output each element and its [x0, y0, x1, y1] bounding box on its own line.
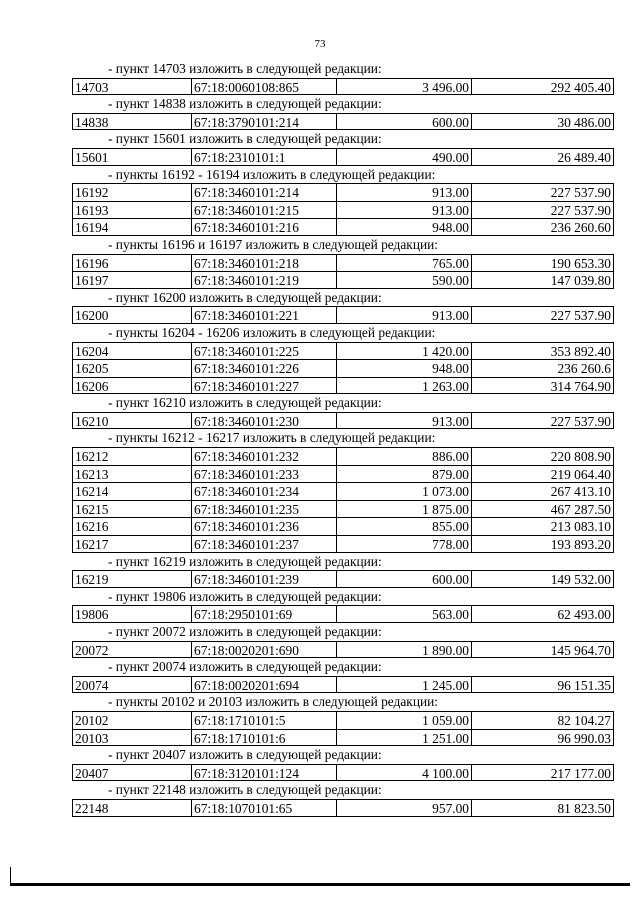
- table-row: [72, 183, 614, 201]
- area-cell: 600.00: [336, 113, 471, 131]
- cadastral-number-cell: 67:18:1710101:6: [191, 729, 336, 747]
- table-row: [72, 482, 614, 500]
- area-cell: 563.00: [336, 605, 471, 623]
- table-row: [72, 465, 614, 483]
- table-row: [72, 412, 614, 430]
- item-number-cell: 16205: [72, 359, 191, 377]
- value-cell: 467 287.50: [471, 500, 614, 518]
- section-heading: - пункт 20072 изложить в следующей редакции:: [108, 624, 382, 639]
- section-heading: - пункт 16200 изложить в следующей редакции:: [108, 289, 382, 305]
- cadastral-number-cell: 67:18:2950101:69: [191, 605, 336, 623]
- section-heading: - пункты 16196 и 16197 изложить в следующей редакции:: [108, 236, 439, 252]
- value-cell: 353 892.40: [471, 342, 614, 360]
- value-cell: 26 489.40: [471, 148, 614, 166]
- item-number-cell: 20072: [72, 641, 191, 659]
- area-cell: 948.00: [336, 359, 471, 377]
- area-cell: 3 496.00: [336, 78, 471, 96]
- value-cell: 81 823.50: [471, 799, 614, 817]
- item-number-cell: 22148: [72, 799, 191, 817]
- table-row: [72, 605, 614, 623]
- item-number-cell: 20103: [72, 729, 191, 747]
- table-row: [72, 113, 614, 131]
- table-row: [72, 729, 614, 747]
- value-cell: 227 537.90: [471, 201, 614, 219]
- item-number-cell: 16194: [72, 218, 191, 236]
- document-body: [72, 60, 614, 817]
- value-cell: 227 537.90: [471, 183, 614, 201]
- area-cell: 1 263.00: [336, 377, 471, 395]
- area-cell: 600.00: [336, 570, 471, 588]
- area-cell: 913.00: [336, 183, 471, 201]
- cadastral-number-cell: 67:18:3460101:235: [191, 500, 336, 518]
- footer-rule: [10, 883, 630, 886]
- area-cell: 590.00: [336, 271, 471, 289]
- area-cell: 490.00: [336, 148, 471, 166]
- value-cell: 96 990.03: [471, 729, 614, 747]
- item-number-cell: 16216: [72, 517, 191, 535]
- table-row: [72, 535, 614, 553]
- area-cell: 765.00: [336, 254, 471, 272]
- value-cell: 62 493.00: [471, 605, 614, 623]
- section-heading: - пункты 16212 - 16217 изложить в следующей редакции:: [108, 430, 436, 446]
- value-cell: 236 260.60: [471, 218, 614, 236]
- area-cell: 778.00: [336, 535, 471, 553]
- table-row: [72, 201, 614, 219]
- value-cell: 227 537.90: [471, 306, 614, 324]
- value-cell: 30 486.00: [471, 113, 614, 131]
- cadastral-number-cell: 67:18:3460101:227: [191, 377, 336, 395]
- area-cell: 913.00: [336, 306, 471, 324]
- section-heading: - пункты 16192 - 16194 изложить в следующей редакции:: [108, 166, 436, 182]
- cadastral-number-cell: 67:18:0020201:690: [191, 641, 336, 659]
- table-row: [72, 78, 614, 96]
- value-cell: 219 064.40: [471, 465, 614, 483]
- area-cell: 913.00: [336, 412, 471, 430]
- cadastral-number-cell: 67:18:3460101:230: [191, 412, 336, 430]
- value-cell: 149 532.00: [471, 570, 614, 588]
- section-heading: - пункт 15601 изложить в следующей редакции:: [108, 131, 382, 147]
- cadastral-number-cell: 67:18:1070101:65: [191, 799, 336, 817]
- table-row: [72, 570, 614, 588]
- section-heading: - пункт 16219 изложить в следующей редакции:: [108, 553, 382, 569]
- table-row: [72, 254, 614, 272]
- table-row: [72, 447, 614, 465]
- cadastral-number-cell: 67:18:1710101:5: [191, 711, 336, 729]
- table-row: [72, 676, 614, 694]
- table-row: [72, 799, 614, 817]
- item-number-cell: 20407: [72, 764, 191, 782]
- item-number-cell: 16212: [72, 447, 191, 465]
- cadastral-number-cell: 67:18:3120101:124: [191, 764, 336, 782]
- item-number-cell: 19806: [72, 605, 191, 623]
- item-number-cell: 20074: [72, 676, 191, 694]
- item-number-cell: 16210: [72, 412, 191, 430]
- table-row: [72, 271, 614, 289]
- cadastral-number-cell: 67:18:3460101:219: [191, 271, 336, 289]
- area-cell: 1 073.00: [336, 482, 471, 500]
- section-heading: - пункт 20407 изложить в следующей редакции:: [108, 747, 382, 763]
- item-number-cell: 16214: [72, 482, 191, 500]
- table-row: [72, 711, 614, 729]
- section-heading: - пункт 19806 изложить в следующей редакции:: [108, 588, 382, 604]
- value-cell: 190 653.30: [471, 254, 614, 272]
- table-row: [72, 218, 614, 236]
- section-heading: - пункт 14838 изложить в следующей редакции:: [108, 96, 382, 112]
- section-heading: - пункты 20102 и 20103 изложить в следующей редакции:: [108, 694, 439, 710]
- area-cell: 1 251.00: [336, 729, 471, 747]
- cadastral-number-cell: 67:18:3460101:236: [191, 517, 336, 535]
- value-cell: 227 537.90: [471, 412, 614, 430]
- table-row: [72, 359, 614, 377]
- area-cell: 1 420.00: [336, 342, 471, 360]
- value-cell: 314 764.90: [471, 377, 614, 395]
- item-number-cell: 15601: [72, 148, 191, 166]
- cadastral-number-cell: 67:18:3460101:215: [191, 201, 336, 219]
- table-row: [72, 500, 614, 518]
- section-heading: - пункт 16210 изложить в следующей редакции:: [108, 395, 382, 411]
- cadastral-number-cell: 67:18:3790101:214: [191, 113, 336, 131]
- table-row: [72, 764, 614, 782]
- value-cell: 82 104.27: [471, 711, 614, 729]
- value-cell: 292 405.40: [471, 78, 614, 96]
- area-cell: 948.00: [336, 218, 471, 236]
- cadastral-number-cell: 67:18:3460101:237: [191, 535, 336, 553]
- cadastral-number-cell: 67:18:2310101:1: [191, 148, 336, 166]
- item-number-cell: 16193: [72, 201, 191, 219]
- area-cell: 886.00: [336, 447, 471, 465]
- section-heading: - пункты 16204 - 16206 изложить в следующей редакции:: [108, 324, 436, 340]
- area-cell: 4 100.00: [336, 764, 471, 782]
- item-number-cell: 16219: [72, 570, 191, 588]
- area-cell: 913.00: [336, 201, 471, 219]
- item-number-cell: 16197: [72, 271, 191, 289]
- item-number-cell: 20102: [72, 711, 191, 729]
- item-number-cell: 16196: [72, 254, 191, 272]
- area-cell: 855.00: [336, 517, 471, 535]
- item-number-cell: 14703: [72, 78, 191, 96]
- cadastral-number-cell: 67:18:3460101:234: [191, 482, 336, 500]
- area-cell: 957.00: [336, 799, 471, 817]
- cadastral-number-cell: 67:18:3460101:232: [191, 447, 336, 465]
- cadastral-number-cell: 67:18:3460101:239: [191, 570, 336, 588]
- section-heading: - пункт 22148 изложить в следующей редакции:: [108, 782, 382, 798]
- cadastral-number-cell: 67:18:3460101:233: [191, 465, 336, 483]
- table-row: [72, 517, 614, 535]
- item-number-cell: 16215: [72, 500, 191, 518]
- value-cell: 96 151.35: [471, 676, 614, 694]
- area-cell: 1 059.00: [336, 711, 471, 729]
- item-number-cell: 16213: [72, 465, 191, 483]
- item-number-cell: 16204: [72, 342, 191, 360]
- value-cell: 267 413.10: [471, 482, 614, 500]
- value-cell: 193 893.20: [471, 535, 614, 553]
- item-number-cell: 16206: [72, 377, 191, 395]
- cadastral-number-cell: 67:18:0020201:694: [191, 676, 336, 694]
- value-cell: 220 808.90: [471, 447, 614, 465]
- table-row: [72, 306, 614, 324]
- cadastral-number-cell: 67:18:3460101:214: [191, 183, 336, 201]
- area-cell: 1 890.00: [336, 641, 471, 659]
- value-cell: 236 260.6: [471, 359, 614, 377]
- cadastral-number-cell: 67:18:0060108:865: [191, 78, 336, 96]
- value-cell: 217 177.00: [471, 764, 614, 782]
- cadastral-number-cell: 67:18:3460101:221: [191, 306, 336, 324]
- area-cell: 1 875.00: [336, 500, 471, 518]
- area-cell: 1 245.00: [336, 676, 471, 694]
- cadastral-number-cell: 67:18:3460101:225: [191, 342, 336, 360]
- item-number-cell: 16200: [72, 306, 191, 324]
- cadastral-number-cell: 67:18:3460101:218: [191, 254, 336, 272]
- table-row: [72, 641, 614, 659]
- item-number-cell: 14838: [72, 113, 191, 131]
- cadastral-number-cell: 67:18:3460101:226: [191, 359, 336, 377]
- value-cell: 145 964.70: [471, 641, 614, 659]
- section-heading: - пункт 14703 изложить в следующей редакции:: [108, 61, 382, 76]
- area-cell: 879.00: [336, 465, 471, 483]
- table-row: [72, 342, 614, 360]
- page-number: 73: [314, 38, 326, 50]
- item-number-cell: 16217: [72, 535, 191, 553]
- section-heading: - пункт 20074 изложить в следующей редакции:: [108, 659, 382, 675]
- table-row: [72, 148, 614, 166]
- value-cell: 147 039.80: [471, 271, 614, 289]
- item-number-cell: 16192: [72, 183, 191, 201]
- cadastral-number-cell: 67:18:3460101:216: [191, 218, 336, 236]
- table-row: [72, 377, 614, 395]
- value-cell: 213 083.10: [471, 517, 614, 535]
